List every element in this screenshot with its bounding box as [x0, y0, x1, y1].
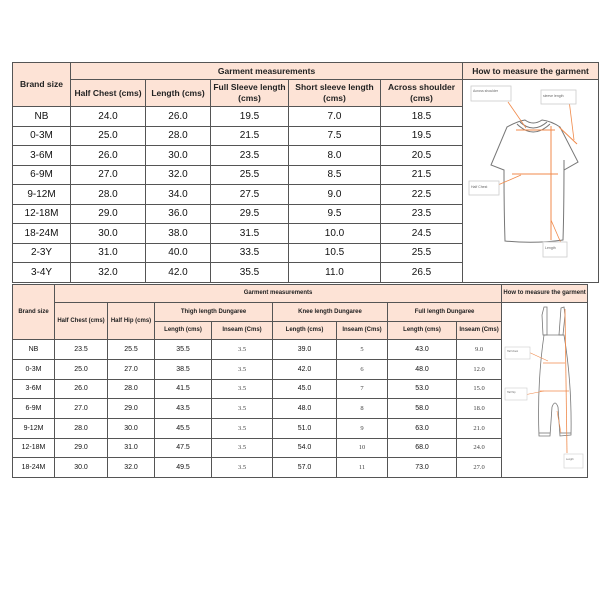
thigh-length-cell: 45.5 — [155, 418, 212, 438]
full-inseam-cell: 21.0 — [457, 418, 502, 438]
length-cell: 26.0 — [146, 107, 211, 127]
across-shoulder-cell: 23.5 — [381, 204, 463, 224]
half-hip-cell: 25.5 — [108, 340, 155, 360]
half-hip-cell: 29.0 — [108, 399, 155, 419]
dungaree-measure-diagram — [502, 303, 587, 477]
thigh-inseam-cell: 3.5 — [212, 458, 273, 478]
col-half-chest: Half Chest (cms) — [55, 303, 108, 340]
short-sleeve-cell: 9.5 — [289, 204, 381, 224]
thigh-length-cell: 35.5 — [155, 340, 212, 360]
tops-size-chart — [12, 62, 599, 283]
size-cell: 0-3M — [13, 126, 71, 146]
half-chest-cell: 27.0 — [71, 165, 146, 185]
knee-length-cell: 45.0 — [273, 379, 337, 399]
half-chest-cell: 26.0 — [55, 379, 108, 399]
knee-inseam-cell: 6 — [337, 359, 388, 379]
full-sleeve-cell: 35.5 — [211, 263, 289, 283]
full-inseam-cell: 27.0 — [457, 458, 502, 478]
size-cell: 3-6M — [13, 146, 71, 166]
full-inseam-cell: 18.0 — [457, 399, 502, 419]
size-cell: 18-24M — [13, 458, 55, 478]
short-sleeve-cell: 8.0 — [289, 146, 381, 166]
col-full-sleeve: Full Sleeve length (cms) — [211, 80, 289, 107]
col-knee-length: Length (cms) — [273, 322, 337, 340]
across-shoulder-cell: 24.5 — [381, 224, 463, 244]
label-sleeve-length: sleeve length — [543, 94, 564, 98]
size-cell: NB — [13, 340, 55, 360]
brand-size-header: Brand size — [13, 63, 71, 107]
knee-length-cell: 54.0 — [273, 438, 337, 458]
half-hip-cell: 32.0 — [108, 458, 155, 478]
knee-inseam-cell: 5 — [337, 340, 388, 360]
brand-size-header: Brand size — [13, 285, 55, 340]
thigh-length-cell: 43.5 — [155, 399, 212, 419]
col-full-inseam: Inseam (Cms) — [457, 322, 502, 340]
size-cell: 2-3Y — [13, 243, 71, 263]
half-chest-cell: 25.0 — [71, 126, 146, 146]
short-sleeve-cell: 10.5 — [289, 243, 381, 263]
tshirt-diagram-cell — [463, 80, 599, 283]
full-length-cell: 53.0 — [388, 379, 457, 399]
half-chest-cell: 27.0 — [55, 399, 108, 419]
length-cell: 38.0 — [146, 224, 211, 244]
thigh-inseam-cell: 3.5 — [212, 438, 273, 458]
col-thigh-length: Length (cms) — [155, 322, 212, 340]
half-hip-cell: 30.0 — [108, 418, 155, 438]
size-cell: 12-18M — [13, 438, 55, 458]
tshirt-measure-diagram — [463, 80, 598, 282]
short-sleeve-cell: 11.0 — [289, 263, 381, 283]
thigh-inseam-cell: 3.5 — [212, 340, 273, 360]
full-length-cell: 68.0 — [388, 438, 457, 458]
length-cell: 36.0 — [146, 204, 211, 224]
across-shoulder-cell: 21.5 — [381, 165, 463, 185]
full-sleeve-cell: 21.5 — [211, 126, 289, 146]
size-cell: 6-9M — [13, 399, 55, 419]
full-inseam-cell: 24.0 — [457, 438, 502, 458]
half-chest-cell: 29.0 — [71, 204, 146, 224]
col-thigh-inseam: Inseam (Cms) — [212, 322, 273, 340]
knee-inseam-cell: 7 — [337, 379, 388, 399]
label-half-chest: Half chest — [507, 350, 519, 353]
label-half-chest: Half Chest — [471, 185, 488, 189]
full-inseam-cell: 12.0 — [457, 359, 502, 379]
across-shoulder-cell: 22.5 — [381, 185, 463, 205]
half-chest-cell: 23.5 — [55, 340, 108, 360]
thigh-length-cell: 49.5 — [155, 458, 212, 478]
half-chest-cell: 25.0 — [55, 359, 108, 379]
full-sleeve-cell: 31.5 — [211, 224, 289, 244]
short-sleeve-cell: 7.0 — [289, 107, 381, 127]
knee-inseam-cell: 11 — [337, 458, 388, 478]
tshirt-icon — [463, 80, 597, 268]
full-length-cell: 48.0 — [388, 359, 457, 379]
label-length: Length — [566, 458, 574, 461]
short-sleeve-cell: 8.5 — [289, 165, 381, 185]
half-chest-cell: 28.0 — [71, 185, 146, 205]
how-to-measure-header: How to measure the garment — [463, 63, 599, 80]
size-cell: 9-12M — [13, 185, 71, 205]
size-cell: 3-6M — [13, 379, 55, 399]
thigh-inseam-cell: 3.5 — [212, 418, 273, 438]
full-sleeve-cell: 25.5 — [211, 165, 289, 185]
length-cell: 40.0 — [146, 243, 211, 263]
short-sleeve-cell: 10.0 — [289, 224, 381, 244]
full-length-cell: 58.0 — [388, 399, 457, 419]
length-cell: 28.0 — [146, 126, 211, 146]
thigh-length-cell: 41.5 — [155, 379, 212, 399]
length-cell: 42.0 — [146, 263, 211, 283]
across-shoulder-cell: 18.5 — [381, 107, 463, 127]
half-chest-cell: 29.0 — [55, 438, 108, 458]
group-knee-length: Knee length Dungaree — [273, 303, 388, 322]
size-cell: 0-3M — [13, 359, 55, 379]
garment-measurements-header: Garment measurements — [71, 63, 463, 80]
thigh-inseam-cell: 3.5 — [212, 399, 273, 419]
col-across-shoulder: Across shoulder (cms) — [381, 80, 463, 107]
label-length: Length — [545, 246, 556, 250]
size-cell: 12-18M — [13, 204, 71, 224]
size-cell: 3-4Y — [13, 263, 71, 283]
col-full-length: Length (cms) — [388, 322, 457, 340]
length-cell: 30.0 — [146, 146, 211, 166]
half-chest-cell: 28.0 — [55, 418, 108, 438]
full-sleeve-cell: 33.5 — [211, 243, 289, 263]
dungaree-size-chart — [12, 284, 588, 478]
full-inseam-cell: 9.0 — [457, 340, 502, 360]
label-half-hip: Half hip — [507, 391, 516, 394]
short-sleeve-cell: 7.5 — [289, 126, 381, 146]
short-sleeve-cell: 9.0 — [289, 185, 381, 205]
thigh-length-cell: 38.5 — [155, 359, 212, 379]
full-sleeve-cell: 23.5 — [211, 146, 289, 166]
col-half-chest: Half Chest (cms) — [71, 80, 146, 107]
knee-inseam-cell: 10 — [337, 438, 388, 458]
group-thigh-length: Thigh length Dungaree — [155, 303, 273, 322]
knee-inseam-cell: 9 — [337, 418, 388, 438]
dungaree-diagram-cell — [502, 303, 588, 478]
size-cell: NB — [13, 107, 71, 127]
thigh-inseam-cell: 3.5 — [212, 359, 273, 379]
knee-length-cell: 42.0 — [273, 359, 337, 379]
half-chest-cell: 30.0 — [71, 224, 146, 244]
how-to-measure-header: How to measure the garment — [502, 285, 588, 303]
size-cell: 18-24M — [13, 224, 71, 244]
half-chest-cell: 24.0 — [71, 107, 146, 127]
dungaree-icon — [502, 303, 586, 477]
col-length: Length (cms) — [146, 80, 211, 107]
garment-measurements-header: Garment measurements — [55, 285, 502, 303]
half-chest-cell: 30.0 — [55, 458, 108, 478]
thigh-inseam-cell: 3.5 — [212, 379, 273, 399]
across-shoulder-cell: 20.5 — [381, 146, 463, 166]
full-length-cell: 63.0 — [388, 418, 457, 438]
size-cell: 9-12M — [13, 418, 55, 438]
col-knee-inseam: Inseam (Cms) — [337, 322, 388, 340]
knee-length-cell: 57.0 — [273, 458, 337, 478]
group-full-length: Full length Dungaree — [388, 303, 502, 322]
size-cell: 6-9M — [13, 165, 71, 185]
col-half-hip: Half Hip (cms) — [108, 303, 155, 340]
half-hip-cell: 28.0 — [108, 379, 155, 399]
across-shoulder-cell: 25.5 — [381, 243, 463, 263]
knee-length-cell: 51.0 — [273, 418, 337, 438]
length-cell: 32.0 — [146, 165, 211, 185]
half-hip-cell: 27.0 — [108, 359, 155, 379]
thigh-length-cell: 47.5 — [155, 438, 212, 458]
col-short-sleeve: Short sleeve length (cms) — [289, 80, 381, 107]
full-length-cell: 73.0 — [388, 458, 457, 478]
label-across-shoulder: Across shoulder — [473, 89, 499, 93]
across-shoulder-cell: 26.5 — [381, 263, 463, 283]
full-sleeve-cell: 27.5 — [211, 185, 289, 205]
knee-length-cell: 39.0 — [273, 340, 337, 360]
full-inseam-cell: 15.0 — [457, 379, 502, 399]
full-sleeve-cell: 29.5 — [211, 204, 289, 224]
full-sleeve-cell: 19.5 — [211, 107, 289, 127]
length-cell: 34.0 — [146, 185, 211, 205]
half-chest-cell: 31.0 — [71, 243, 146, 263]
across-shoulder-cell: 19.5 — [381, 126, 463, 146]
knee-inseam-cell: 8 — [337, 399, 388, 419]
half-chest-cell: 32.0 — [71, 263, 146, 283]
full-length-cell: 43.0 — [388, 340, 457, 360]
knee-length-cell: 48.0 — [273, 399, 337, 419]
half-chest-cell: 26.0 — [71, 146, 146, 166]
half-hip-cell: 31.0 — [108, 438, 155, 458]
